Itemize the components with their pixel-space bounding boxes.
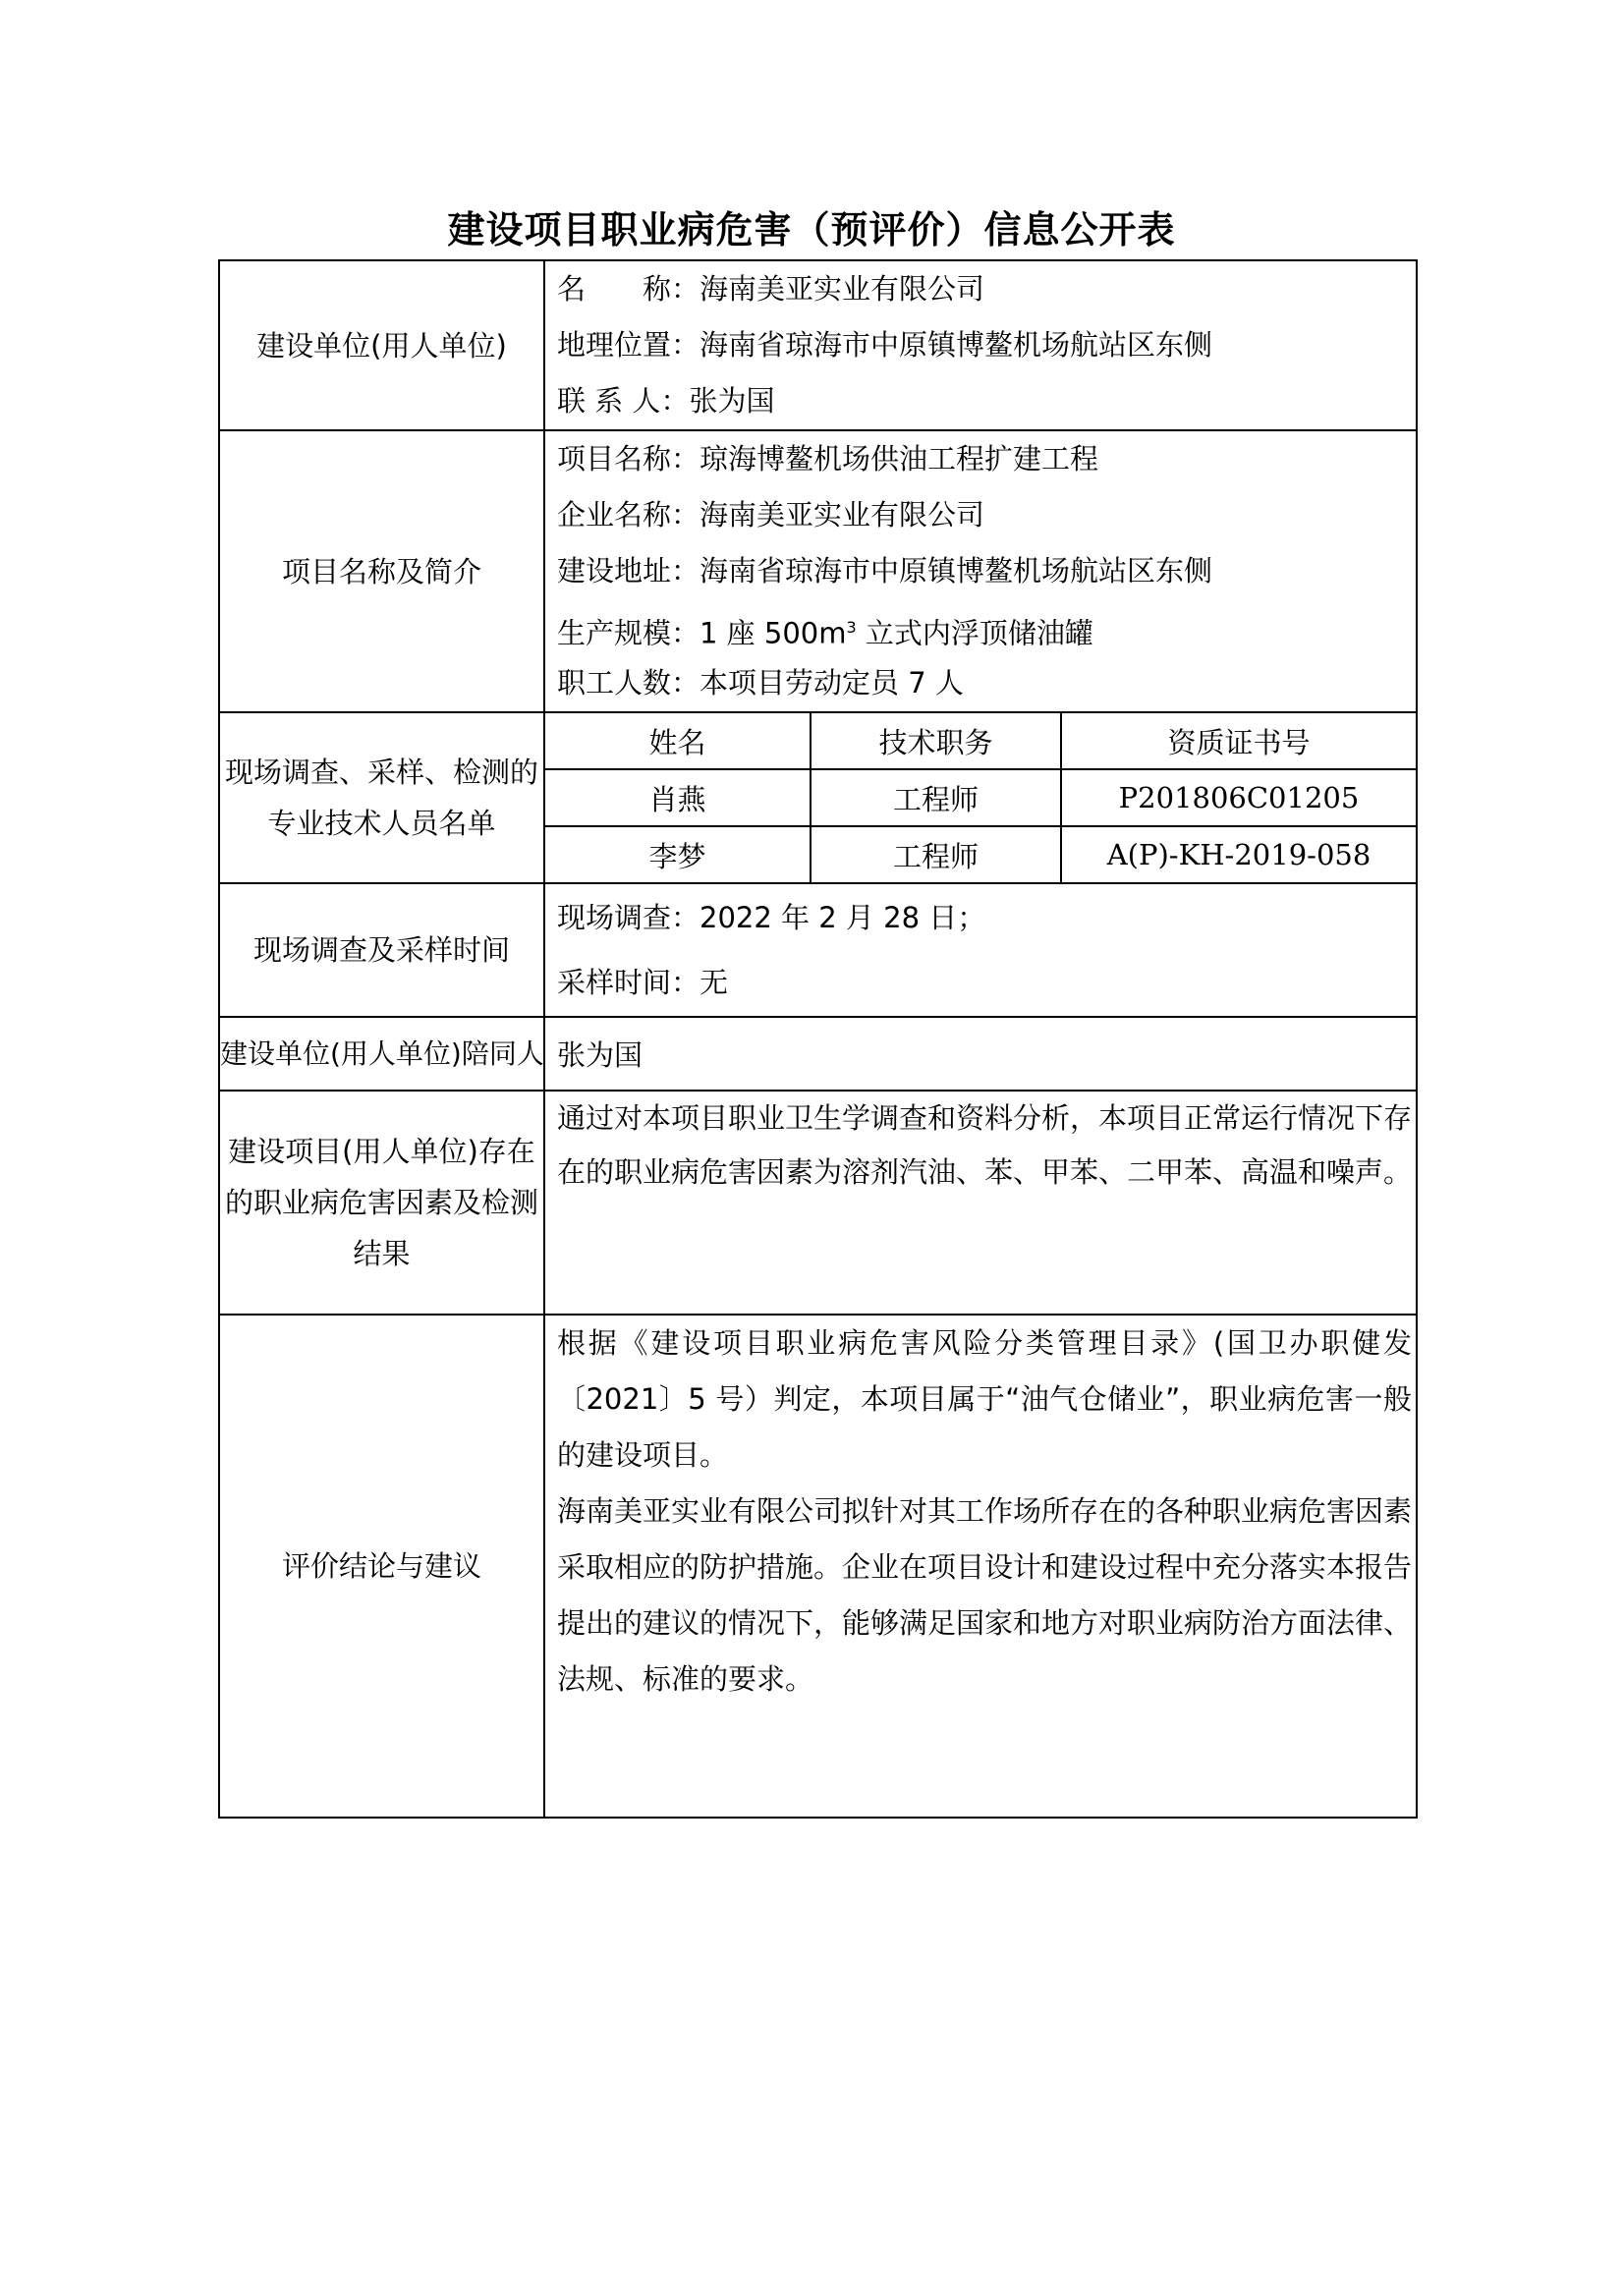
project-staff: 本项目劳动定员 7 人: [700, 666, 964, 700]
unit-contact-label: 联 系 人：: [557, 384, 690, 418]
project-scale-pre: 1 座 500m: [700, 616, 847, 650]
staff-table-header: [545, 713, 1416, 769]
hazards-content: [544, 1091, 1417, 1315]
unit-content: [544, 260, 1417, 430]
row-unit: [219, 260, 1417, 430]
unit-location: 海南省琼海市中原镇博鳌机场航站区东侧: [700, 328, 1213, 362]
row-survey: [219, 883, 1417, 1017]
header-cert: 资质证书号: [1061, 713, 1416, 769]
info-table: [218, 259, 1418, 1819]
project-scale-label: 生产规模：: [557, 616, 700, 650]
project-label: 项目名称及简介: [219, 430, 544, 712]
survey-label: 现场调查及采样时间: [219, 883, 544, 1017]
header-name: 姓名: [545, 713, 811, 769]
staff-table: [545, 713, 1416, 882]
unit-name: 海南美亚实业有限公司: [700, 272, 985, 306]
unit-name-line: [557, 261, 1416, 317]
project-staff-label: 职工人数：: [557, 666, 700, 700]
project-name: 琼海博鳌机场供油工程扩建工程: [700, 442, 1099, 476]
row-project: [219, 430, 1417, 712]
page-title: 建设项目职业病危害（预评价）信息公开表: [447, 207, 1176, 252]
staff-cert: A(P)-KH-2019-058: [1061, 826, 1416, 882]
row-companion: [219, 1017, 1417, 1091]
staff-name: 李梦: [545, 826, 811, 882]
header-title: 技术职务: [811, 713, 1061, 769]
unit-location-label: 地理位置：: [557, 328, 700, 362]
table-row: [545, 769, 1416, 826]
staff-title: 工程师: [811, 826, 1061, 882]
unit-contact-line: [557, 373, 1416, 429]
project-name-line: [557, 431, 1416, 487]
survey-line: 现场调查：2022 年 2 月 28 日；: [557, 901, 986, 934]
table-row: [545, 826, 1416, 882]
project-scale-post: 立式内浮顶储油罐: [856, 616, 1093, 650]
staff-name: 肖燕: [545, 769, 811, 826]
unit-contact: 张为国: [689, 384, 775, 418]
staff-list-cell: [544, 712, 1417, 883]
conclusion-content: [544, 1315, 1417, 1818]
project-company-label: 企业名称：: [557, 498, 700, 532]
row-staff-list: [219, 712, 1417, 883]
conclusion-para2: 海南美亚实业有限公司拟针对其工作场所存在的各种职业病危害因素采取相应的防护措施。企业在项目设计和建设过程中充分落实本报告提出的建议的情况下，能够满足国家和地方对职业病防治方面法律、法规、标准的要求。: [557, 1494, 1413, 1696]
project-scale-sup: 3: [846, 618, 857, 637]
unit-label: 建设单位(用人单位): [219, 260, 544, 430]
unit-location-line: [557, 317, 1416, 373]
project-staff-line: [557, 655, 1416, 711]
project-address-label: 建设地址：: [557, 554, 700, 588]
conclusion-para1: 根据《建设项目职业病危害风险分类管理目录》(国卫办职健发〔2021〕5 号）判定，本项目属于“油气仓储业”，职业病危害一般的建设项目。: [557, 1326, 1412, 1472]
row-hazards: [219, 1091, 1417, 1315]
companion-label: 建设单位(用人单位)陪同人: [219, 1017, 544, 1091]
project-scale-line: [557, 599, 1416, 655]
hazards-label: 建设项目(用人单位)存在的职业病危害因素及检测结果: [219, 1091, 544, 1315]
sampling-line: 采样时间：无: [557, 966, 729, 999]
unit-name-label: 名 称：: [557, 272, 700, 306]
project-company: 海南美亚实业有限公司: [700, 498, 985, 532]
staff-title: 工程师: [811, 769, 1061, 826]
staff-list-label: 现场调查、采样、检测的专业技术人员名单: [219, 712, 544, 883]
hazards-text: 通过对本项目职业卫生学调查和资料分析，本项目正常运行情况下存在的职业病危害因素为溶剂汽油、苯、甲苯、二甲苯、高温和噪声。: [557, 1101, 1413, 1189]
project-address-line: [557, 543, 1416, 599]
row-conclusion: [219, 1315, 1417, 1818]
project-name-label: 项目名称：: [557, 442, 700, 476]
survey-content: [544, 883, 1417, 1017]
project-content: [544, 430, 1417, 712]
project-address: 海南省琼海市中原镇博鳌机场航站区东侧: [700, 554, 1213, 588]
companion-value: 张为国: [544, 1017, 1417, 1091]
staff-cert: P201806C01205: [1061, 769, 1416, 826]
project-company-line: [557, 487, 1416, 543]
conclusion-label: 评价结论与建议: [219, 1315, 544, 1818]
